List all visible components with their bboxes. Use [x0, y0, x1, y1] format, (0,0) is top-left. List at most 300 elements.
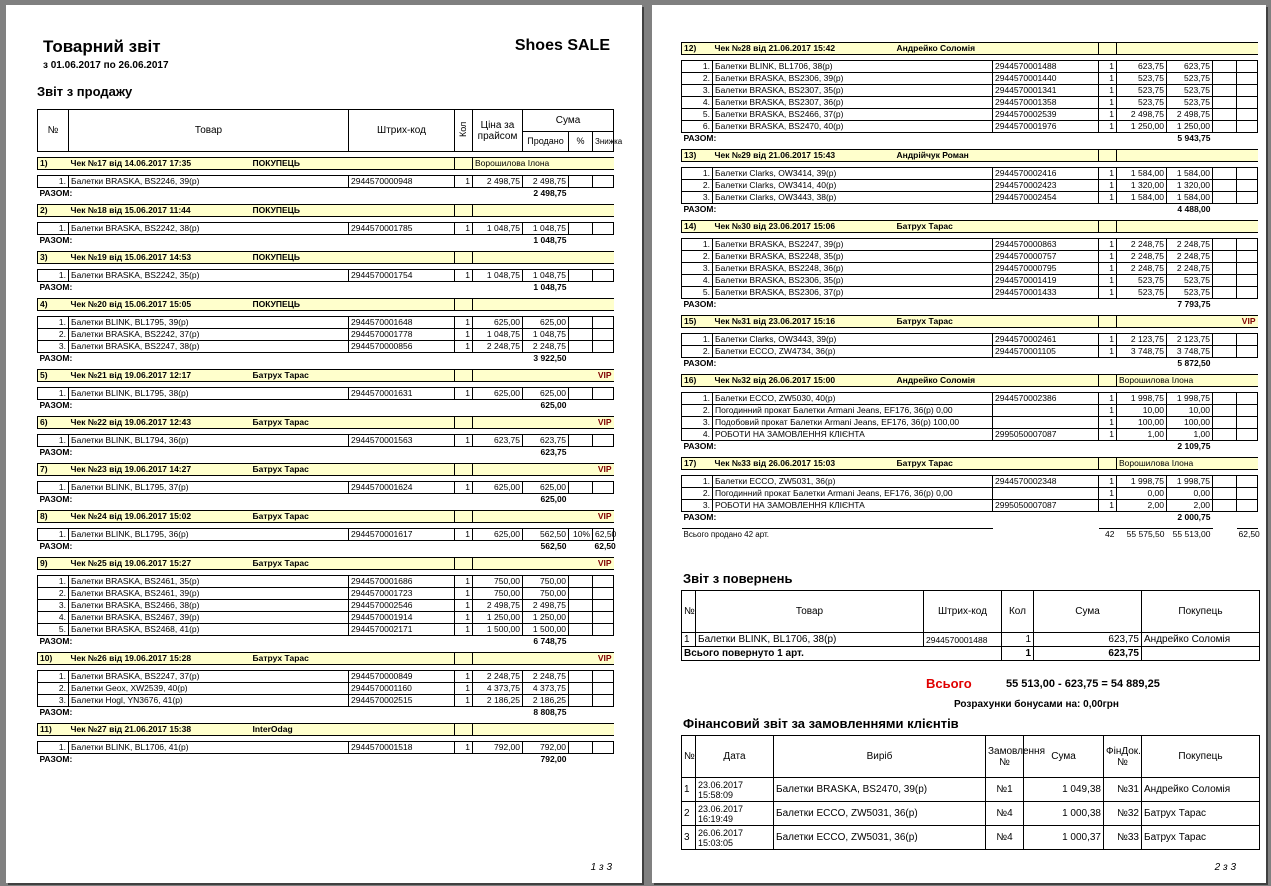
- returns-total-label: Всього повернуто 1 арт.: [682, 647, 1002, 661]
- grand-total-disc: 62,50: [1238, 529, 1260, 539]
- item-barcode: 2944570000849: [349, 671, 455, 683]
- bonus-info: Розрахунки бонусами на: 0,00грн: [954, 699, 1119, 710]
- check-header: [38, 653, 614, 665]
- item-sold: 2 498,75: [523, 600, 569, 612]
- line-num: 3.: [38, 695, 69, 707]
- item-barcode: 2995050007087: [993, 429, 1099, 441]
- check-buyer: ПОКУПЕЦЬ: [252, 205, 301, 215]
- total-label: РАЗОМ:: [39, 447, 73, 457]
- item-price: 792,00: [473, 742, 523, 754]
- line-num: 5.: [682, 109, 713, 121]
- item-pct: [1213, 263, 1237, 275]
- item-pct: [569, 341, 593, 353]
- report-page-2: [652, 5, 1266, 883]
- ord-item: Балетки ECCO, ZW5031, 36(р): [774, 826, 986, 850]
- col-barcode: Штрих-код: [349, 110, 455, 152]
- ret-col-item: Товар: [696, 591, 924, 633]
- item-price: 2 248,75: [473, 341, 523, 353]
- sale-line: [38, 529, 614, 541]
- check-total: 1 048,75: [533, 235, 567, 245]
- item-sold: 1 320,00: [1167, 180, 1213, 192]
- check-total-disc: 62,50: [594, 541, 616, 551]
- check-total-row: [38, 754, 614, 766]
- sales-table-page-2: [681, 37, 1258, 540]
- check-title: Чек №33 від 26.06.2017 15:03: [714, 458, 836, 468]
- item-name: Балетки Clarks, OW3443, 39(р): [713, 334, 993, 346]
- check-header: [682, 375, 1258, 387]
- check-buyer: ПОКУПЕЦЬ: [252, 252, 301, 262]
- return-row: [682, 633, 1260, 647]
- check-title-cell: [713, 316, 1099, 328]
- item-name: Балетки BRASKA, BS2306, 37(р): [713, 287, 993, 299]
- vip-badge: VIP: [593, 511, 614, 523]
- item-sold: 750,00: [523, 576, 569, 588]
- ord-order: №1: [986, 778, 1024, 802]
- item-barcode: [993, 417, 1099, 429]
- sale-line: [38, 329, 614, 341]
- item-price: 523,75: [1117, 287, 1167, 299]
- check-title: Чек №21 від 19.06.2017 12:17: [70, 370, 192, 380]
- returns-total-qty: 1: [1002, 647, 1034, 661]
- check-title-cell: [69, 252, 455, 264]
- item-disc: [593, 435, 614, 447]
- item-qty: 1: [455, 388, 473, 400]
- ret-barcode: 2944570001488: [924, 633, 1002, 647]
- item-pct: [1213, 429, 1237, 441]
- ord-buyer: Батрух Тарас: [1142, 802, 1260, 826]
- check-total: 1 048,75: [533, 282, 567, 292]
- line-num: 1.: [682, 239, 713, 251]
- check-title-cell: [713, 150, 1099, 162]
- item-price: 3 748,75: [1117, 346, 1167, 358]
- line-num: 1.: [38, 742, 69, 754]
- item-price: 623,75: [473, 435, 523, 447]
- item-pct: [1213, 61, 1237, 73]
- check-total-disc: [593, 447, 614, 459]
- item-name: Балетки BLINK, BL1706, 41(р): [69, 742, 349, 754]
- item-sold: 523,75: [1167, 73, 1213, 85]
- item-pct: [1213, 500, 1237, 512]
- total-label: РАЗОМ:: [39, 282, 73, 292]
- check-header: [38, 252, 614, 264]
- item-qty: 1: [455, 176, 473, 188]
- sale-line: [682, 334, 1258, 346]
- item-sold: 3 748,75: [1167, 346, 1213, 358]
- item-disc: [1237, 346, 1258, 358]
- check-title: Чек №31 від 23.06.2017 15:16: [714, 316, 836, 326]
- item-sold: 2 186,25: [523, 695, 569, 707]
- line-num: 4.: [682, 275, 713, 287]
- item-pct: [1213, 334, 1237, 346]
- ret-num: 1: [682, 633, 696, 647]
- col-sum: Сума: [523, 110, 614, 132]
- item-name: РОБОТИ НА ЗАМОВЛЕННЯ КЛІЄНТА: [713, 429, 993, 441]
- item-price: 2 498,75: [1117, 109, 1167, 121]
- page-number: 2 з 3: [1214, 862, 1236, 873]
- item-pct: [569, 270, 593, 282]
- item-barcode: 2944570001648: [349, 317, 455, 329]
- item-sold: 623,75: [523, 435, 569, 447]
- check-buyer: Батрух Тарас: [252, 417, 309, 427]
- item-name: Балетки BLINK, BL1795, 36(р): [69, 529, 349, 541]
- total-label: РАЗОМ:: [39, 707, 73, 717]
- item-price: 2 248,75: [473, 671, 523, 683]
- check-buyer: ПОКУПЕЦЬ: [252, 299, 301, 309]
- item-name: Балетки BRASKA, BS2242, 38(р): [69, 223, 349, 235]
- check-seller: Ворошилова Ілона: [1117, 375, 1237, 387]
- item-qty: 1: [455, 529, 473, 541]
- item-sold: 523,75: [1167, 287, 1213, 299]
- item-disc: [1237, 393, 1258, 405]
- item-barcode: 2944570001754: [349, 270, 455, 282]
- item-disc: [593, 695, 614, 707]
- check-buyer: Батрух Тарас: [252, 464, 309, 474]
- item-qty: 1: [455, 683, 473, 695]
- line-num: 2.: [38, 683, 69, 695]
- item-name: Балетки BRASKA, BS2247, 39(р): [713, 239, 993, 251]
- sale-line: [38, 695, 614, 707]
- item-name: Балетки BRASKA, BS2248, 35(р): [713, 251, 993, 263]
- item-pct: [569, 742, 593, 754]
- sale-line: [38, 671, 614, 683]
- item-disc: [1237, 61, 1258, 73]
- item-barcode: 2944570001160: [349, 683, 455, 695]
- ord-order: №4: [986, 802, 1024, 826]
- item-qty: 1: [1099, 405, 1117, 417]
- check-seller: [473, 653, 593, 665]
- vip-badge: VIP: [593, 464, 614, 476]
- line-num: 1.: [38, 671, 69, 683]
- item-pct: [1213, 476, 1237, 488]
- check-title: Чек №32 від 26.06.2017 15:00: [714, 375, 836, 385]
- item-sold: 623,75: [1167, 61, 1213, 73]
- item-pct: [569, 671, 593, 683]
- col-item: Товар: [69, 110, 349, 152]
- item-pct: [1213, 192, 1237, 204]
- item-pct: [1213, 251, 1237, 263]
- check-title-cell: [69, 205, 455, 217]
- item-name: Подобовий прокат Балетки Armani Jeans, EF176, 36(р) 100,00: [713, 417, 993, 429]
- item-price: 2,00: [1117, 500, 1167, 512]
- item-price: 0,00: [1117, 488, 1167, 500]
- item-barcode: 2944570001518: [349, 742, 455, 754]
- item-price: 2 248,75: [1117, 251, 1167, 263]
- line-num: 1.: [38, 576, 69, 588]
- item-disc: [1237, 334, 1258, 346]
- item-price: 2 248,75: [1117, 239, 1167, 251]
- item-price: 625,00: [473, 482, 523, 494]
- item-name: Балетки BRASKA, BS2242, 35(р): [69, 270, 349, 282]
- check-total: 2 109,75: [1177, 441, 1211, 451]
- check-buyer: Батрух Тарас: [896, 221, 953, 231]
- item-disc: [593, 576, 614, 588]
- check-total-disc: [593, 754, 614, 766]
- vip-badge: [1237, 375, 1258, 387]
- check-seller: [1117, 316, 1237, 328]
- line-num: 2.: [682, 488, 713, 500]
- item-barcode: 2944570002461: [993, 334, 1099, 346]
- item-price: 1 048,75: [473, 270, 523, 282]
- check-buyer: Батрух Тарас: [252, 653, 309, 663]
- sale-line: [38, 576, 614, 588]
- item-qty: 1: [1099, 239, 1117, 251]
- check-seller: [473, 511, 593, 523]
- item-price: 1 500,00: [473, 624, 523, 636]
- item-qty: 1: [1099, 488, 1117, 500]
- item-pct: [1213, 85, 1237, 97]
- sale-line: [38, 341, 614, 353]
- item-name: Балетки BRASKA, BS2247, 38(р): [69, 341, 349, 353]
- sales-table-page-1: [37, 109, 623, 765]
- item-disc: [593, 329, 614, 341]
- line-num: 1.: [38, 176, 69, 188]
- sale-line: [682, 429, 1258, 441]
- item-disc: [1237, 275, 1258, 287]
- item-barcode: 2944570002386: [993, 393, 1099, 405]
- check-number: 9): [38, 558, 69, 570]
- ord-sum: 1 000,37: [1024, 826, 1104, 850]
- check-total-row: [38, 447, 614, 459]
- item-name: Балетки BRASKA, BS2461, 35(р): [69, 576, 349, 588]
- item-pct: [569, 576, 593, 588]
- item-barcode: 2944570001723: [349, 588, 455, 600]
- sales-rows-page-2: [682, 37, 1258, 523]
- item-barcode: 2944570000863: [993, 239, 1099, 251]
- item-barcode: 2944570001358: [993, 97, 1099, 109]
- check-number: 5): [38, 370, 69, 382]
- item-disc: [1237, 121, 1258, 133]
- check-buyer: InterOdag: [252, 724, 293, 734]
- check-number: 13): [682, 150, 713, 162]
- check-seller: [473, 205, 593, 217]
- sale-line: [38, 176, 614, 188]
- item-disc: [593, 270, 614, 282]
- item-pct: [569, 683, 593, 695]
- item-pct: [1213, 180, 1237, 192]
- item-name: Балетки ECCO, ZW5030, 40(р): [713, 393, 993, 405]
- sale-line: [682, 168, 1258, 180]
- ord-date: 23.06.2017 16:19:49: [696, 802, 774, 826]
- check-total-disc: [593, 494, 614, 506]
- item-sold: 2 123,75: [1167, 334, 1213, 346]
- check-total-row: [682, 441, 1258, 453]
- check-number: 3): [38, 252, 69, 264]
- ord-num: 1: [682, 778, 696, 802]
- check-title: Чек №18 від 15.06.2017 11:44: [70, 205, 191, 215]
- check-title: Чек №27 від 21.06.2017 15:38: [70, 724, 192, 734]
- ord-doc: №31: [1104, 778, 1142, 802]
- item-name: Балетки Clarks, OW3443, 38(р): [713, 192, 993, 204]
- check-title: Чек №28 від 21.06.2017 15:42: [714, 43, 836, 53]
- item-price: 1 250,00: [1117, 121, 1167, 133]
- report-period: з 01.06.2017 по 26.06.2017: [43, 60, 169, 71]
- line-num: 2.: [682, 73, 713, 85]
- item-qty: 1: [1099, 168, 1117, 180]
- total-label: РАЗОМ:: [683, 204, 717, 214]
- item-pct: [1213, 275, 1237, 287]
- check-total-row: [682, 204, 1258, 216]
- item-name: Балетки BRASKA, BS2247, 37(р): [69, 671, 349, 683]
- item-price: 625,00: [473, 317, 523, 329]
- line-num: 3.: [682, 85, 713, 97]
- item-qty: 1: [455, 223, 473, 235]
- total-label: РАЗОМ:: [39, 235, 73, 245]
- item-barcode: [993, 405, 1099, 417]
- item-qty: 1: [455, 270, 473, 282]
- item-pct: [1213, 239, 1237, 251]
- item-price: 750,00: [473, 576, 523, 588]
- check-total-disc: [1237, 512, 1258, 524]
- grand-total-price: 55 575,50: [1117, 529, 1167, 541]
- check-title-cell: [713, 458, 1099, 470]
- item-name: Балетки BLINK, BL1795, 37(р): [69, 482, 349, 494]
- check-number: 11): [38, 724, 69, 736]
- ord-doc: №33: [1104, 826, 1142, 850]
- report-page-1: [6, 5, 642, 883]
- line-num: 3.: [682, 500, 713, 512]
- check-total: 623,75: [540, 447, 567, 457]
- item-qty: 1: [1099, 417, 1117, 429]
- item-pct: [569, 588, 593, 600]
- item-barcode: 2944570001105: [993, 346, 1099, 358]
- item-price: 2 498,75: [473, 176, 523, 188]
- item-pct: [1213, 417, 1237, 429]
- item-qty: 1: [1099, 251, 1117, 263]
- check-buyer: Батрух Тарас: [896, 316, 953, 326]
- check-title: Чек №19 від 15.06.2017 14:53: [70, 252, 192, 262]
- sale-line: [682, 500, 1258, 512]
- item-barcode: 2944570001624: [349, 482, 455, 494]
- item-price: 625,00: [473, 388, 523, 400]
- item-qty: 1: [1099, 429, 1117, 441]
- sale-line: [682, 346, 1258, 358]
- item-disc: [593, 671, 614, 683]
- line-num: 1.: [682, 393, 713, 405]
- item-disc: [1237, 488, 1258, 500]
- item-pct: [1213, 73, 1237, 85]
- item-price: 1 584,00: [1117, 168, 1167, 180]
- check-total-disc: [593, 636, 614, 648]
- item-barcode: 2944570001341: [993, 85, 1099, 97]
- item-qty: 1: [455, 600, 473, 612]
- check-title-cell: [69, 558, 455, 570]
- item-name: Погодинний прокат Балетки Armani Jeans, EF176, 36(р) 0,00: [713, 405, 993, 417]
- check-title: Чек №30 від 23.06.2017 15:06: [714, 221, 836, 231]
- item-qty: 1: [1099, 85, 1117, 97]
- item-qty: 1: [1099, 73, 1117, 85]
- check-header: [682, 221, 1258, 233]
- item-qty: 1: [1099, 393, 1117, 405]
- sale-line: [682, 73, 1258, 85]
- line-num: 1.: [38, 270, 69, 282]
- ord-col-num: №: [682, 736, 696, 778]
- item-pct: [1213, 97, 1237, 109]
- item-sold: 523,75: [1167, 85, 1213, 97]
- line-num: 6.: [682, 121, 713, 133]
- check-header: [38, 558, 614, 570]
- sale-line: [38, 588, 614, 600]
- item-sold: 625,00: [523, 317, 569, 329]
- check-total: 3 922,50: [533, 353, 567, 363]
- check-total-row: [682, 512, 1258, 524]
- ord-num: 2: [682, 802, 696, 826]
- item-sold: 2 248,75: [1167, 251, 1213, 263]
- ord-buyer: Батрух Тарас: [1142, 826, 1260, 850]
- check-total-row: [38, 494, 614, 506]
- sale-line: [38, 683, 614, 695]
- summary-calc: 55 513,00 - 623,75 = 54 889,25: [1006, 678, 1160, 690]
- check-total: 562,50: [540, 541, 567, 551]
- item-pct: [1213, 121, 1237, 133]
- total-label: РАЗОМ:: [39, 541, 73, 551]
- item-disc: 62,50: [593, 529, 614, 541]
- line-num: 3.: [38, 341, 69, 353]
- item-qty: 1: [1099, 346, 1117, 358]
- item-pct: [1213, 393, 1237, 405]
- check-number: 10): [38, 653, 69, 665]
- check-title-cell: [69, 299, 455, 311]
- item-pct: [569, 600, 593, 612]
- check-header: [682, 43, 1258, 55]
- line-num: 3.: [38, 600, 69, 612]
- check-number: 7): [38, 464, 69, 476]
- check-total: 625,00: [540, 400, 567, 410]
- grand-total-row: [682, 529, 1258, 541]
- item-price: 523,75: [1117, 85, 1167, 97]
- item-barcode: 2944570001914: [349, 612, 455, 624]
- item-disc: [593, 176, 614, 188]
- item-barcode: 2944570000795: [993, 263, 1099, 275]
- page-number: 1 з 3: [590, 862, 612, 873]
- line-num: 1.: [38, 388, 69, 400]
- item-disc: [593, 223, 614, 235]
- item-sold: 1 048,75: [523, 270, 569, 282]
- sale-line: [38, 223, 614, 235]
- item-sold: 2 248,75: [1167, 239, 1213, 251]
- item-disc: [593, 683, 614, 695]
- check-total-row: [38, 636, 614, 648]
- check-title: Чек №24 від 19.06.2017 15:02: [70, 511, 192, 521]
- check-title: Чек №29 від 21.06.2017 15:43: [714, 150, 836, 160]
- sale-line: [38, 482, 614, 494]
- item-price: 1 320,00: [1117, 180, 1167, 192]
- item-price: 4 373,75: [473, 683, 523, 695]
- item-price: 1 998,75: [1117, 393, 1167, 405]
- line-num: 1.: [38, 435, 69, 447]
- item-sold: 2,00: [1167, 500, 1213, 512]
- check-seller: [473, 252, 593, 264]
- ret-item: Балетки BLINK, BL1706, 38(р): [696, 633, 924, 647]
- vip-badge: [593, 724, 614, 736]
- orders-section-title: Фінансовий звіт за замовленнями клієнтів: [683, 716, 959, 731]
- line-num: 3.: [682, 417, 713, 429]
- sale-line: [682, 109, 1258, 121]
- item-pct: [1213, 346, 1237, 358]
- item-disc: [593, 388, 614, 400]
- item-disc: [1237, 180, 1258, 192]
- total-label: РАЗОМ:: [683, 358, 717, 368]
- ret-qty: 1: [1002, 633, 1034, 647]
- check-total: 4 488,00: [1177, 204, 1211, 214]
- check-seller: [1117, 150, 1237, 162]
- vip-badge: [593, 205, 614, 217]
- item-qty: 1: [455, 435, 473, 447]
- check-header: [38, 724, 614, 736]
- item-qty: 1: [1099, 61, 1117, 73]
- item-pct: [569, 223, 593, 235]
- item-sold: 4 373,75: [523, 683, 569, 695]
- sale-line: [682, 405, 1258, 417]
